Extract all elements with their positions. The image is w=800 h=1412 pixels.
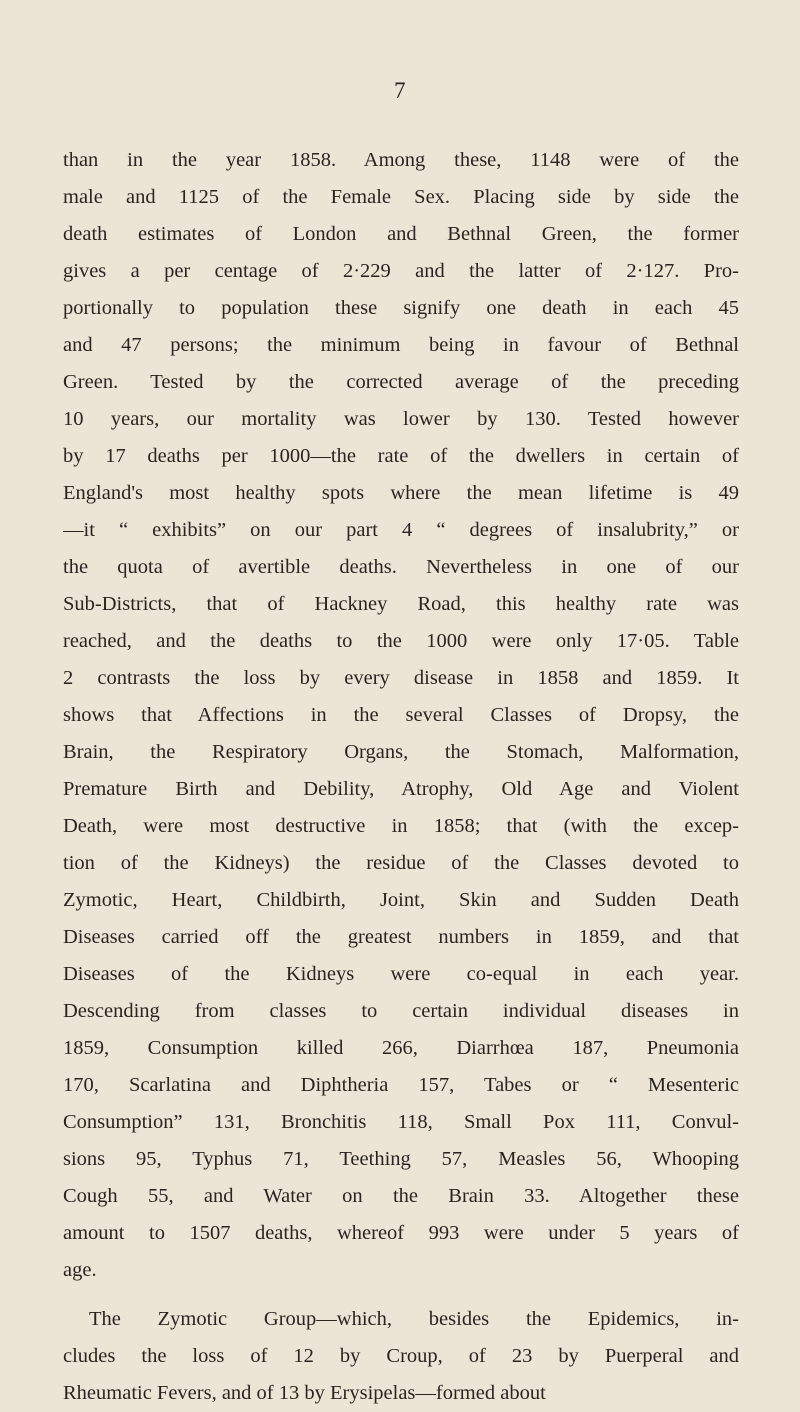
text-line: male and 1125 of the Female Sex. Placing side by side the [63, 186, 739, 208]
text-line: tion of the Kidneys) the residue of the Classes devoted to [63, 852, 739, 874]
page-number: 7 [394, 78, 406, 103]
text-line: 170, Scarlatina and Diphtheria 157, Tabes or “ Mesenteric [63, 1074, 739, 1096]
text-line: Death, were most destructive in 1858; that (with the excep- [63, 815, 739, 837]
text-line: Zymotic, Heart, Childbirth, Joint, Skin and Sudden Death [63, 889, 739, 911]
text-line: 2 contrasts the loss by every disease in 1858 and 1859. It [63, 667, 739, 689]
text-line: reached, and the deaths to the 1000 were only 17·05. Table [63, 630, 739, 652]
text-line: age. [63, 1259, 97, 1281]
text-line: portionally to population these signify one death in each 45 [63, 297, 739, 319]
text-line: The Zymotic Group—which, besides the Epidemics, in- [89, 1308, 739, 1330]
text-line: and 47 persons; the minimum being in favour of Bethnal [63, 334, 739, 356]
text-line: Cough 55, and Water on the Brain 33. Altogether these [63, 1185, 739, 1207]
text-line: Brain, the Respiratory Organs, the Stomach, Malformation, [63, 741, 739, 763]
text-line: 1859, Consumption killed 266, Diarrhœa 187, Pneumonia [63, 1037, 739, 1059]
text-line: gives a per centage of 2·229 and the latter of 2·127. Pro- [63, 260, 739, 282]
text-line: than in the year 1858. Among these, 1148 were of the [63, 149, 739, 171]
body-text [63, 142, 739, 1412]
text-line: Consumption” 131, Bronchitis 118, Small Pox 111, Convul- [63, 1111, 739, 1133]
text-line: Green. Tested by the corrected average of the preceding [63, 371, 739, 393]
text-line: Rheumatic Fevers, and of 13 by Erysipelas—formed about [63, 1382, 546, 1404]
text-line: by 17 deaths per 1000—the rate of the dwellers in certain of [63, 445, 739, 467]
text-line: Descending from classes to certain individual diseases in [63, 1000, 739, 1022]
paragraph-gap [63, 1289, 739, 1301]
text-line: Diseases of the Kidneys were co-equal in each year. [63, 963, 739, 985]
text-line: sions 95, Typhus 71, Teething 57, Measles 56, Whooping [63, 1148, 739, 1170]
text-line: death estimates of London and Bethnal Green, the former [63, 223, 739, 245]
text-line: 10 years, our mortality was lower by 130. Tested however [63, 408, 739, 430]
text-line: cludes the loss of 12 by Croup, of 23 by Puerperal and [63, 1345, 739, 1367]
text-line: England's most healthy spots where the mean lifetime is 49 [63, 482, 739, 504]
text-line: Diseases carried off the greatest numbers in 1859, and that [63, 926, 739, 948]
text-line: —it “ exhibits” on our part 4 “ degrees of insalubrity,” or [63, 519, 739, 541]
paragraph [63, 142, 739, 1289]
text-line: the quota of avertible deaths. Nevertheless in one of our [63, 556, 739, 578]
text-line: amount to 1507 deaths, whereof 993 were under 5 years of [63, 1222, 739, 1244]
text-line: Premature Birth and Debility, Atrophy, Old Age and Violent [63, 778, 739, 800]
text-line: shows that Affections in the several Classes of Dropsy, the [63, 704, 739, 726]
text-line: Sub-Districts, that of Hackney Road, this healthy rate was [63, 593, 739, 615]
